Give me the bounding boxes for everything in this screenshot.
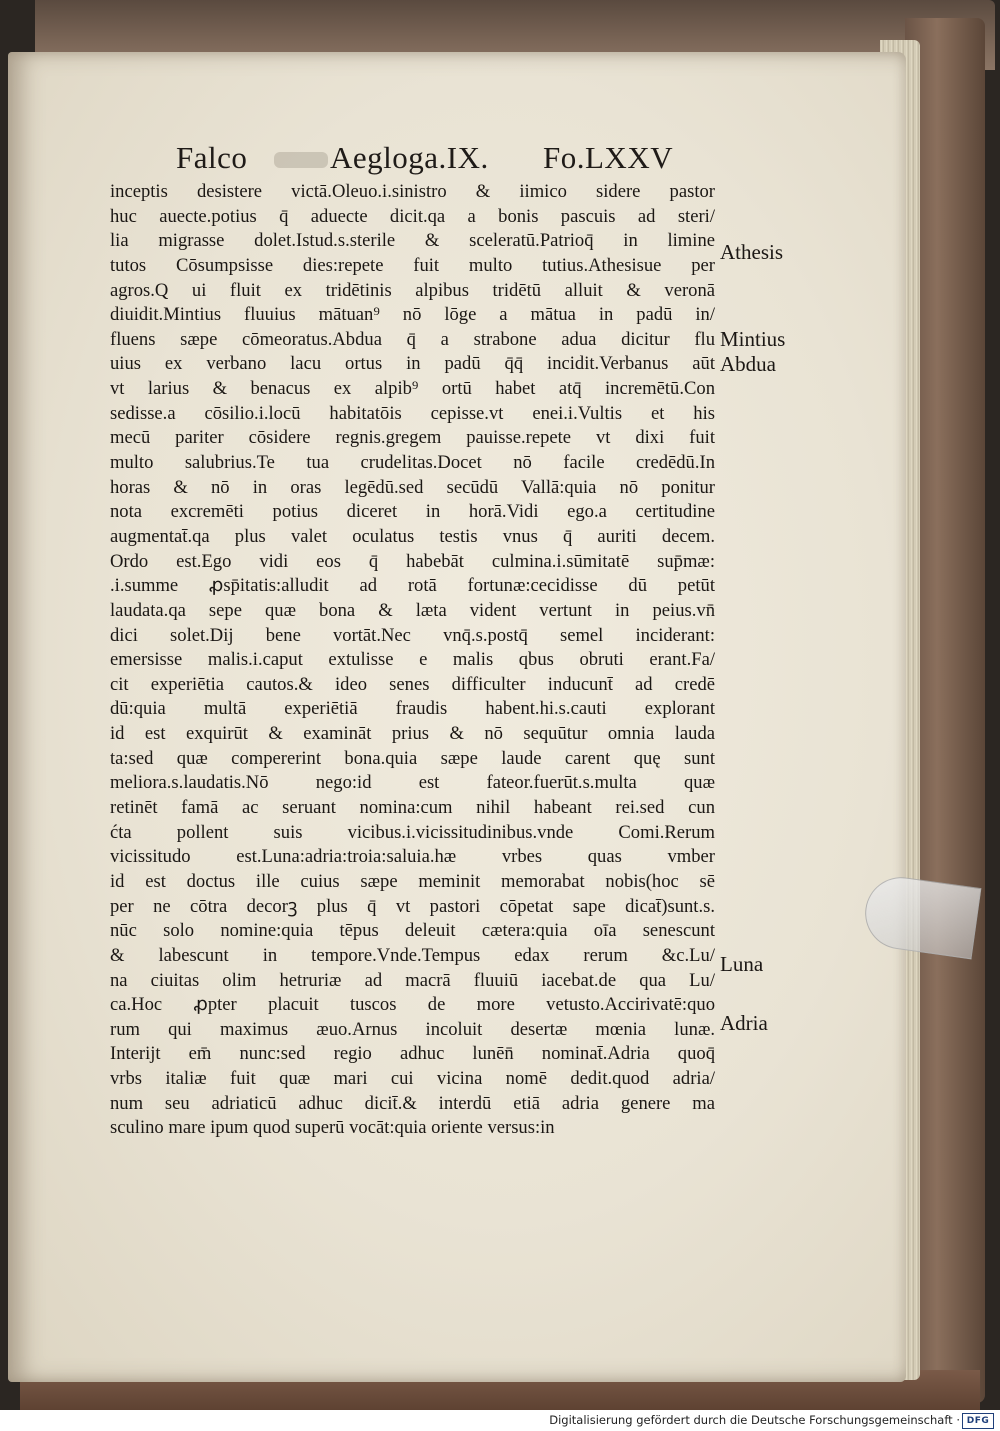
margin-note-abdua: Abdua	[720, 352, 776, 376]
text-line: sedisse.a cōsilio.i.locū habitatōis cepisse.vt enei.i.Vultis et his	[110, 402, 715, 424]
text-line: vicissitudo est.Luna:adria:troia:saluia.hæ vrbes quas vmber	[110, 846, 715, 868]
commentary-text	[110, 180, 715, 1141]
text-line: vrbs italiæ fuit quæ mari cui vicina nomē dedit.quod adria/	[110, 1068, 715, 1090]
text-line: uius ex verbano lacu ortus in padū q̄q̄ incidit.Verbanus aūt	[110, 353, 715, 375]
margin-note-mintius: Mintius	[720, 327, 786, 351]
running-head-center: Aegloga.IX.	[330, 140, 489, 175]
text-line: ca.Hoc ꝓpter placuit tuscos de more vetusto.Accirivatē:quo	[110, 994, 715, 1016]
margin-note-adria: Adria	[720, 1011, 768, 1035]
text-line: lia migrasse dolet.Istud.s.sterile & sceleratū.Patrioq̄ in limine	[110, 230, 715, 252]
text-line: cit experiētia cautos.& ideo senes difficulter inducunt̄ ad credē	[110, 673, 715, 695]
margin-note-athesis: Athesis	[720, 240, 783, 264]
text-line: rum qui maximus æuo.Arnus incoluit desertæ mœnia lunæ.	[110, 1018, 715, 1040]
dfg-logo-icon: DFG	[962, 1413, 994, 1429]
text-line: & labescunt in tempore.Vnde.Tempus edax rerum &c.Lu/	[110, 944, 715, 966]
text-line: inceptis desistere victā.Oleuo.i.sinistro & iimico sidere pastor	[110, 181, 715, 202]
funding-notice: Digitalisierung gefördert durch die Deutsche Forschungsgemeinschaft ·	[549, 1413, 960, 1427]
text-line: mecū pariter cōsidere regnis.gregem pauisse.repete vt dixi fuit	[110, 427, 715, 449]
text-line: sculino mare ipum quod superū vocāt:quia oriente versus:in	[110, 1117, 555, 1139]
text-line: vt larius & benacus ex alpib⁹ ortū habet atq̄ incremētū.Con	[110, 378, 715, 400]
running-head-left: Falco	[176, 140, 248, 175]
text-line: tutos Cōsumpsisse dies:repete fuit multo tutius.Athesisue per	[110, 254, 715, 276]
text-line: retinēt famā ac seruant nomina:cum nihil habeant rei.sed cun	[110, 797, 715, 819]
margin-note-luna: Luna	[720, 952, 764, 976]
text-line: multo salubrius.Te tua crudelitas.Docet nō facile credēdū.In	[110, 452, 715, 474]
text-line: meliora.s.laudatis.Nō nego:id est fateor.fuerūt.s.multa quæ	[110, 772, 715, 794]
text-line: .i.summe ꝓsp̄itatis:alludit ad rotā fortunæ:cecidisse dū petūt	[110, 575, 715, 597]
text-line: diuidit.Mintius fluuius mātuan⁹ nō lōge a mātua in padū in/	[110, 304, 715, 326]
text-line: Ordo est.Ego vidi eos q̄ habebāt culmina.i.sūmitatē sup̄mæ:	[110, 550, 715, 572]
page-header	[176, 140, 696, 180]
text-line: emersisse malis.i.caput extulisse e malis qbus obruti erant.Fa/	[110, 649, 715, 671]
text-line: per ne cōtra decorꝫ plus q̄ vt pastori cōpetat sape dicat̄)sunt.s.	[110, 895, 715, 917]
folio-number: Fo.LXXV	[543, 140, 674, 175]
text-line: horas & nō in oras legēdū.sed secūdū Vallā:quia nō ponitur	[110, 476, 715, 498]
text-line: nota excremēti potius diceret in horā.Vidi ego.a certitudine	[110, 501, 715, 523]
text-line: nūc solo nomine:quia tēpus deleuit cætera:quia oīa senescunt	[110, 920, 715, 942]
text-line: laudata.qa sepe quæ bona & læta vident vertunt in peius.vn̄	[110, 599, 715, 621]
text-line: id est exquirūt & examināt prius & nō sequūtur omnia lauda	[110, 723, 715, 745]
text-line: id est doctus ille cuius sæpe meminit memorabat nobis(hoc sē	[110, 870, 715, 892]
footer-bar	[0, 1410, 1000, 1431]
text-line: huc auecte.potius q̄ aduecte dicit.qa a bonis pascuis ad steri/	[110, 205, 715, 227]
text-line: fluens sæpe cōmeoratus.Abdua q̄ a strabone adua dicitur flu	[110, 328, 715, 350]
text-line: dici solet.Dij bene vortāt.Nec vnq̄.s.postq̄ semel inciderant:	[110, 624, 715, 646]
text-line: num seu adriaticū adhuc dicit̄.& interdū etiā adria genere ma	[110, 1092, 715, 1114]
text-line: ta:sed quæ compererint bona.quia sæpe laude carent quę sunt	[110, 747, 715, 769]
text-line: agros.Q ui fluit ex tridētinis alpibus tridētū alluit & veronā	[110, 279, 715, 301]
text-line: dū:quia multā experiētiā fraudis habent.hi.s.cauti explorant	[110, 698, 715, 720]
text-line: na ciuitas olim hetruriæ ad macrā fluuiū iacebat.de qua Lu/	[110, 969, 715, 991]
text-line: ćta pollent suis vicibus.i.vicissitudinibus.vnde Comi.Rerum	[110, 821, 715, 843]
header-smudge	[274, 152, 328, 168]
text-line: Interijt em̄ nunc:sed regio adhuc lunēn̄ nominat̄.Adria quoq̄	[110, 1043, 715, 1065]
text-line: augmentat̄.qa plus valet oculatus testis vnus q̄ auriti decem.	[110, 525, 715, 547]
